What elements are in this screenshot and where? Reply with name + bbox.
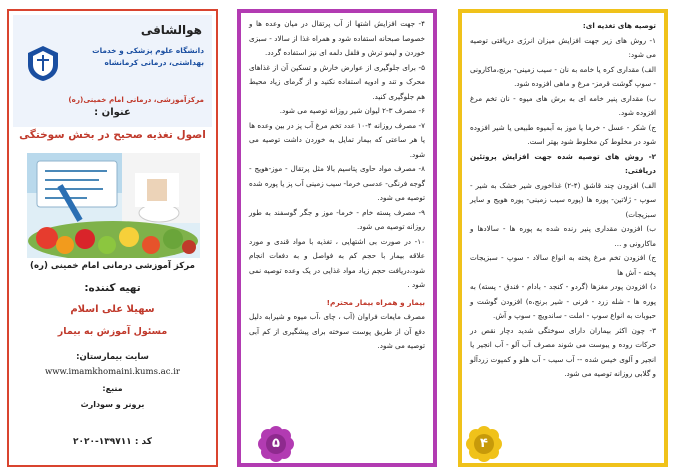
tip-3: ۳- چون اکثر بیماران دارای سوختگی شدید دچار نقص در حرکات روده و یبوست می شوند مصرف آب آلو - آب انجیر یا انجیر و آلوی خیس شده -- آب سیب - آب هلو و کمپوت زردآلو و گلابی روزانه توصیه می شود. (470, 325, 656, 378)
source-label: منبع: (102, 384, 123, 393)
author-role: مسئول آموزش به بیمار (57, 326, 168, 337)
author-name: سهیلا علی اسلام (70, 304, 155, 315)
tip-2d: د) افزودن پودر مغزها (گردو - کنجد - بادام - فندق - پسته) به پوره ها - شله زرد - فرنی - شیر برنج،ه) افزودن گوشت و حبوبات به انواع سوپ - املت - ساندویچ - سوپ و آش. (470, 282, 656, 320)
nutrition-illustration-icon (27, 153, 200, 258)
patient-subheading: بیمار و همراه بیمار محترم! (326, 297, 425, 307)
tip-1b: ب) مقداری پنیر خامه ای به برش های میوه - نان تخم مرغ افزوده شود. (470, 93, 656, 117)
tip-6: ۶- مصرف ۳-۲ لیوان شیر روزانه توصیه می شود. (279, 106, 425, 115)
institution-name: مرکز آموزشی درمانی امام خمینی (ره) (30, 261, 195, 271)
page-number-5: ۵ (258, 426, 294, 462)
university-name: دانشگاه علوم پزشکی و خدمات بهداشتی، درمانی کرمانشاه (92, 46, 204, 67)
tip-2a: الف) افزودن چند قاشق (۴-۲) غذاخوری شیر خشک به شیر - سوپ - ژلاتین- پوره ها (پوره سیب زمینی- پوره هویج و سایر سبزیجات) (470, 180, 656, 219)
document-code: کد : ۱۳۹۷۱۱-۲۰۲۰ (72, 437, 152, 447)
cover-panel (7, 9, 218, 467)
tip-2c: ج) افزودن تخم مرغ پخته به انواع سالاد - سوپ - سبزیجات پخته - آش ها (470, 253, 656, 277)
subject-title: اصول تغذیه صحیح در بخش سوختگی (19, 129, 206, 141)
page-5-panel (237, 9, 437, 467)
brochure-title: هوالشافی (140, 23, 202, 37)
source-text: برونر و سودارث (80, 400, 145, 409)
site-label: سایت بیمارستان: (76, 352, 149, 362)
page-5-content (249, 17, 425, 354)
tip-8: ۸- مصرف مواد حاوی پتاسیم بالا مثل پرتقال - موز-هویج - گوجه فرنگی- عدسی خرما- سیب زمینی آب پز یا پوره شده توصیه می شود. (249, 164, 425, 202)
page-4-panel (458, 9, 668, 467)
prepared-by-label: تهیه کننده: (84, 282, 141, 294)
tip-4: ۴- جهت افزایش اشتها از آب پرتقال در میان وعده ها و خصوصا صبحانه استفاده شود و همراه غذا از سالاد - سبزی خوردن و لیمو ترش و فلفل دلمه ای نیز استفاده گردد. (249, 19, 425, 57)
tip-9: ۹- مصرف پسته خام - خرما- موز و جگر گوسفند به طور روزانه توصیه می شود. (249, 207, 425, 231)
tip-7: ۷- مصرف روزانه ۴-۱۰ عدد تخم مرغ آب پز در بین وعده ها یا هر ساعتی که بیمار تمایل به خوردن داشت توصیه می شود. (249, 120, 425, 159)
tip-1a: الف) مقداری کره یا خامه به نان - سیب زمینی- برنج،ماکارونی - سوپ گوشت قرمز- مرغ و ماهی افزوده شود. (470, 64, 656, 88)
university-logo-icon (23, 43, 63, 83)
site-url: www.imamkhomaini.kums.ac.ir (45, 367, 180, 377)
nutrition-heading: توصیه های تغذیه ای: (582, 21, 656, 30)
page-4-content (470, 19, 656, 382)
tip-1: ۱- روش های زیر جهت افزایش میزان انرژی دریافتی توصیه می شود: (470, 35, 656, 59)
tip-2b: ب) افزودن مقداری پنیر رنده شده به پوره ها - سالادها و ماکارونی و ... (470, 224, 656, 248)
tip-2: ۲- روش های توصیه شده جهت افزایش پروتئین دریافتی: (470, 151, 656, 175)
page-number-4: ۴ (466, 426, 502, 462)
center-name: مرکزآموزشی، درمانی امام خمینی(ره) (68, 95, 204, 104)
tip-5: ۵- برای جلوگیری از عوارض خارش و تسکین آن از غذاهای محرک و تند و ادویه استفاده نکنید و از گرمای زیاد محیط هم جلوگیری کنید. (249, 62, 425, 101)
fluids-tip: مصرف مایعات فراوان (آب ، چای ،آب میوه و شیرابه دلیل دفع آن از طریق پوست سوخته برای پیشگیری از کم آبی توصیه می شود. (249, 312, 425, 350)
subject-label: عنوان : (94, 107, 131, 118)
tip-1c: ج) شکر - عسل - خرما یا موز به آبمیوه طبیعی یا شیر افزوده شود در مخلوط کن مخلوط شود بهتر است. (470, 122, 656, 146)
tip-10: ۱۰- در صورت بی اشتهایی ، تغذیه با مواد قندی و مورد علاقه بیمار با حجم کم به فواصل و به دفعات انجام شود،دریافت حجم زیاد مواد غذایی در یک وعده توصیه نمی شود . (249, 236, 425, 289)
